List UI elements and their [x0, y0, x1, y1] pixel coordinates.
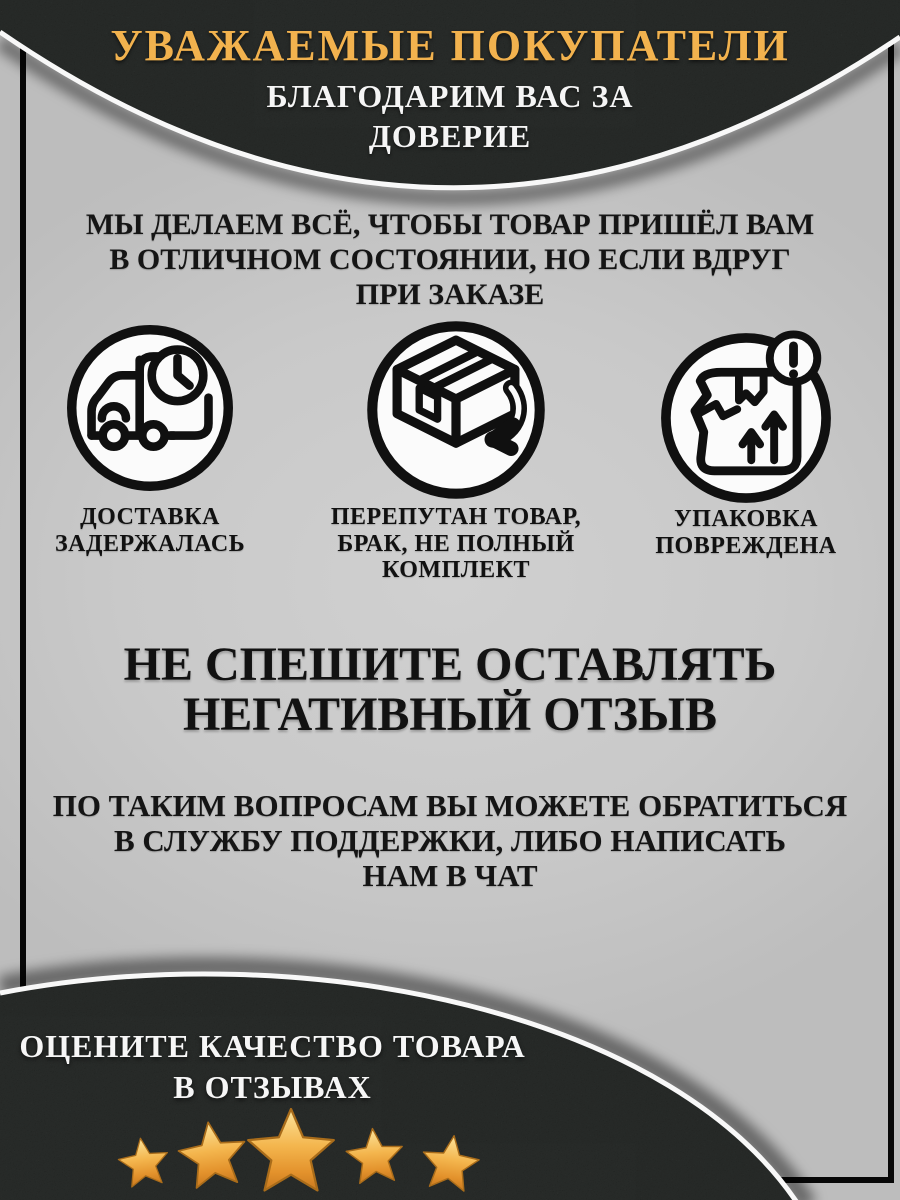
footer-rate-text — [0, 1026, 545, 1108]
intro-line: ПРИ ЗАКАЗЕ — [355, 278, 545, 311]
intro-line: МЫ ДЕЛАЕМ ВСЁ, ЧТОБЫ ТОВАР ПРИШЁЛ ВАМ — [85, 208, 815, 241]
issue-label-line: ЗАДЕРЖАЛАСЬ — [54, 530, 246, 557]
issue-label — [655, 506, 836, 559]
header-subtitle — [0, 76, 900, 156]
issue-wrong-item — [300, 318, 612, 584]
footer-line: ОЦЕНИТЕ КАЧЕСТВО ТОВАРА — [19, 1028, 526, 1064]
warning-line: НЕГАТИВНЫЙ ОТЗЫВ — [182, 688, 718, 741]
delivery-truck-clock-icon — [64, 322, 236, 494]
issue-label-line: УПАКОВКА — [674, 506, 818, 532]
support-line: ПО ТАКИМ ВОПРОСАМ ВЫ МОЖЕТЕ ОБРАТИТЬСЯ — [52, 788, 848, 823]
issue-label — [331, 504, 581, 584]
warning-heading — [0, 640, 900, 740]
support-line: НАМ В ЧАТ — [362, 858, 538, 893]
issue-label-line: ПОВРЕЖДЕНА — [655, 532, 837, 559]
issue-packaging-damaged — [596, 330, 896, 559]
support-paragraph — [0, 788, 900, 893]
header-subtitle-line: ДОВЕРИЕ — [368, 118, 532, 154]
header-subtitle-line: БЛАГОДАРИМ ВАС ЗА — [266, 78, 634, 114]
intro-paragraph — [0, 207, 900, 312]
intro-line: В ОТЛИЧНОМ СОСТОЯНИИ, НО ЕСЛИ ВДРУГ — [109, 243, 791, 276]
page-title: УВАЖАЕМЫЕ ПОКУПАТЕЛИ — [110, 21, 790, 70]
issue-delivery-delayed — [10, 322, 290, 557]
warning-line: НЕ СПЕШИТЕ ОСТАВЛЯТЬ — [123, 638, 777, 691]
issue-label-line: БРАК, НЕ ПОЛНЫЙ — [337, 530, 575, 557]
support-line: В СЛУЖБУ ПОДДЕРЖКИ, ЛИБО НАПИСАТЬ — [113, 823, 787, 858]
issue-label-line: ПЕРЕПУТАН ТОВАР, — [330, 504, 582, 530]
box-return-arrow-icon — [364, 318, 548, 502]
issue-label — [55, 504, 245, 557]
issue-label-line: ДОСТАВКА — [80, 504, 220, 530]
issue-label-line: КОМПЛЕКТ — [381, 557, 531, 583]
footer-line: В ОТЗЫВАХ — [173, 1069, 372, 1105]
damaged-package-alert-icon — [658, 330, 834, 506]
